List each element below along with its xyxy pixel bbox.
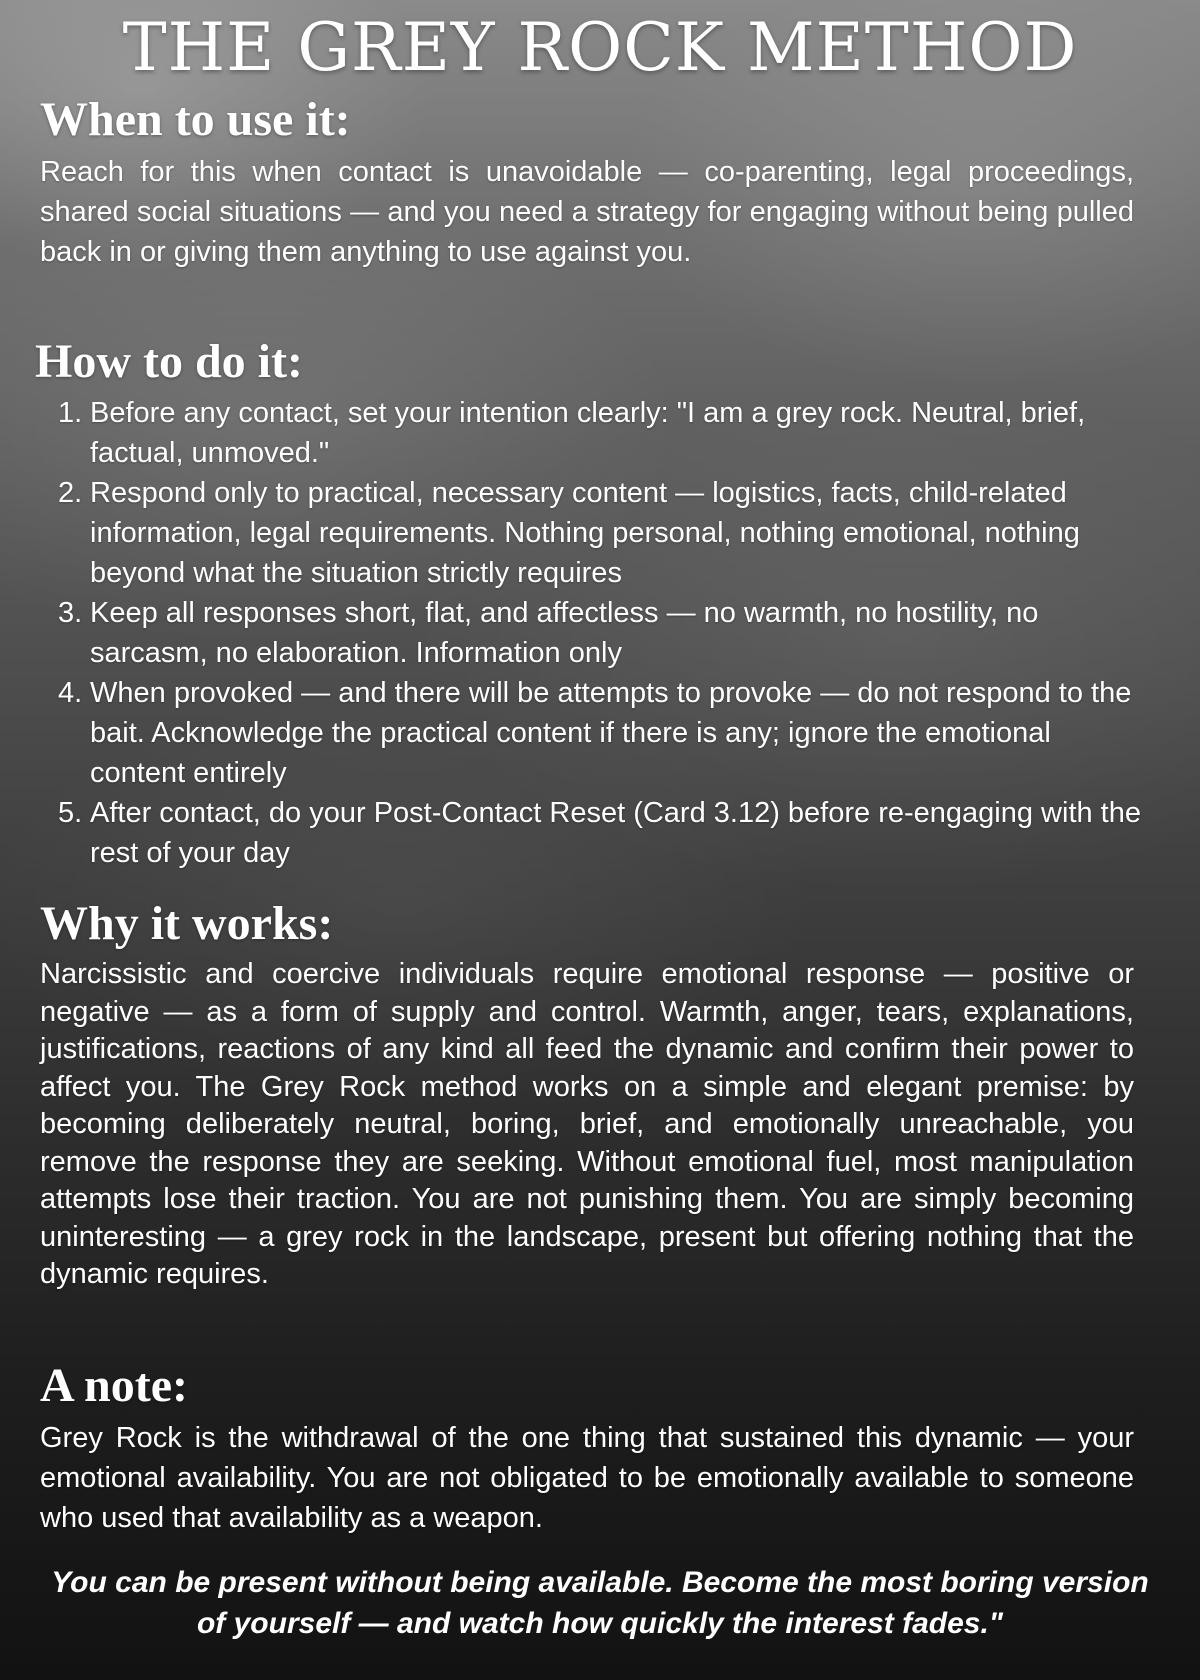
step-number: 2. [58,477,83,509]
how-steps-list [58,393,1148,873]
how-heading: How to do it: [35,335,303,388]
step-number: 4. [58,677,83,709]
closing-quote: You can be present without being available. Become the most boring version of yourself — and watch how quickly the interest fades." [51,1566,1149,1640]
note-text: Grey Rock is the withdrawal of the one thing that sustained this dynamic — your emotional availability. You are not obligated to be emotionally available to someone who used that availability as a weapon. [40,1422,1134,1534]
step-text: When provoked — and there will be attempts to provoke — do not respond to the bait. Acknowledge the practical content if there is any; ignore the emotional content entirely [90,677,1132,789]
step-item [58,793,1148,873]
step-item [58,393,1148,473]
note-heading: A note: [40,1359,188,1412]
why-heading: Why it works: [40,897,334,950]
step-text: Keep all responses short, flat, and affectless — no warmth, no hostility, no sarcasm, no elaboration. Information only [90,597,1039,669]
step-number: 3. [58,597,83,629]
step-text: After contact, do your Post-Contact Reset (Card 3.12) before re-engaging with the rest of your day [90,797,1141,869]
step-number: 1. [58,397,83,429]
step-text: Before any contact, set your intention clearly: "I am a grey rock. Neutral, brief, factual, unmoved." [90,397,1086,469]
step-number: 5. [58,797,83,829]
when-text: Reach for this when contact is unavoidable — co-parenting, legal proceedings, shared social situations — and you need a strategy for engaging without being pulled back in or giving them anything to use against you. [40,156,1134,268]
when-heading: When to use it: [40,93,351,146]
page-title: THE GREY ROCK METHOD [122,9,1078,86]
step-item [58,593,1148,673]
why-text: Narcissistic and coercive individuals require emotional response — positive or negative — as a form of supply and control. Warmth, anger, tears, explanations, justifications, reactions of any kind all feed the dynamic and confirm their power to affect you. The Grey Rock method works on a simple and elegant premise: by becoming deliberately neutral, boring, brief, and emotionally unreachable, you remove the response they are seeking. Without emotional fuel, most manipulation attempts lose their traction. You are not punishing them. You are simply becoming uninteresting — a grey rock in the landscape, present but offering nothing that the dynamic requires. [40,958,1134,1290]
step-item [58,473,1148,593]
step-text: Respond only to practical, necessary content — logistics, facts, child-related information, legal requirements. Nothing personal, nothing emotional, nothing beyond what the situation strictly requires [90,477,1080,589]
step-item [58,673,1148,793]
